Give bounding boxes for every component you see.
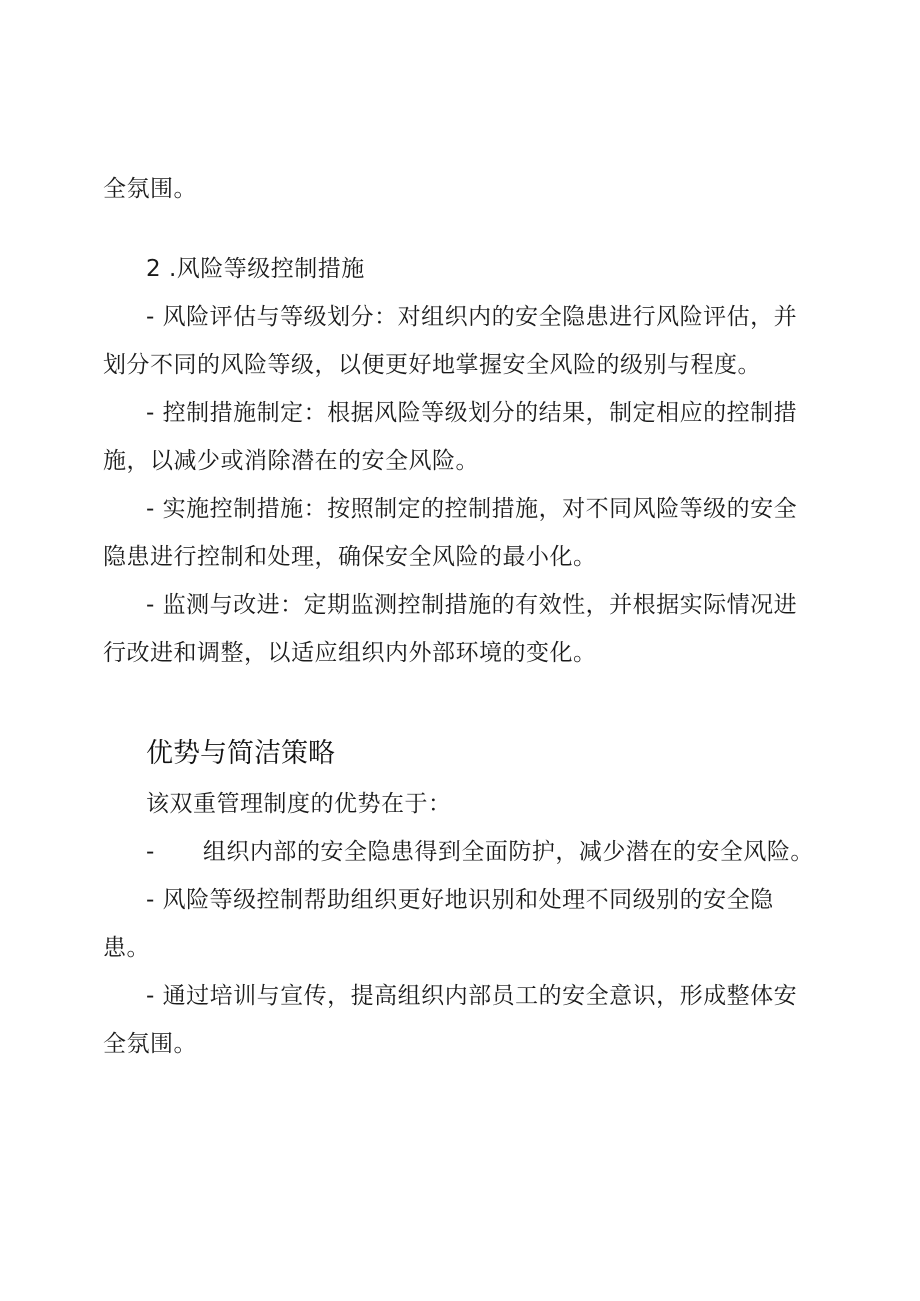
list-item-3-line-1: - 实施控制措施：按照制定的控制措施，对不同风险等级的安全 [146,496,798,522]
list-item-2-line-2: 施，以减少或消除潜在的安全风险。 [103,448,479,474]
list-item-2-line-1: - 控制措施制定：根据风险等级划分的结果，制定相应的控制措 [146,400,798,426]
advantage-item-3-line-1: - 通过培训与宣传，提高组织内部员工的安全意识，形成整体安 [146,983,798,1009]
list-item-1-line-2: 划分不同的风险等级，以便更好地掌握安全风险的级别与程度。 [103,352,761,378]
list-item-1-line-1: - 风险评估与等级划分：对组织内的安全隐患进行风险评估，并 [146,304,798,330]
advantage-item-1-dash: - [146,839,155,865]
list-item-4-line-2: 行改进和调整，以适应组织内外部环境的变化。 [103,640,597,666]
section-title-advantages: 优势与简洁策略 [146,738,335,769]
paragraph-tail: 全氛围。 [103,176,197,202]
advantages-intro: 该双重管理制度的优势在于： [146,791,452,817]
advantage-item-2-line-1: - 风险等级控制帮助组织更好地识别和处理不同级别的安全隐 [146,887,774,913]
section-heading-risk-control: 2 .风险等级控制措施 [146,256,365,282]
list-item-4-line-1: - 监测与改进：定期监测控制措施的有效性，并根据实际情况进 [146,592,798,618]
list-item-3-line-2: 隐患进行控制和处理，确保安全风险的最小化。 [103,544,597,570]
advantage-item-1-text: 组织内部的安全隐患得到全面防护，减少潜在的安全风险。 [202,839,814,865]
advantage-item-2-line-2: 患。 [103,935,150,961]
advantage-item-3-line-2: 全氛围。 [103,1031,197,1057]
advantage-item-1 [146,837,814,867]
